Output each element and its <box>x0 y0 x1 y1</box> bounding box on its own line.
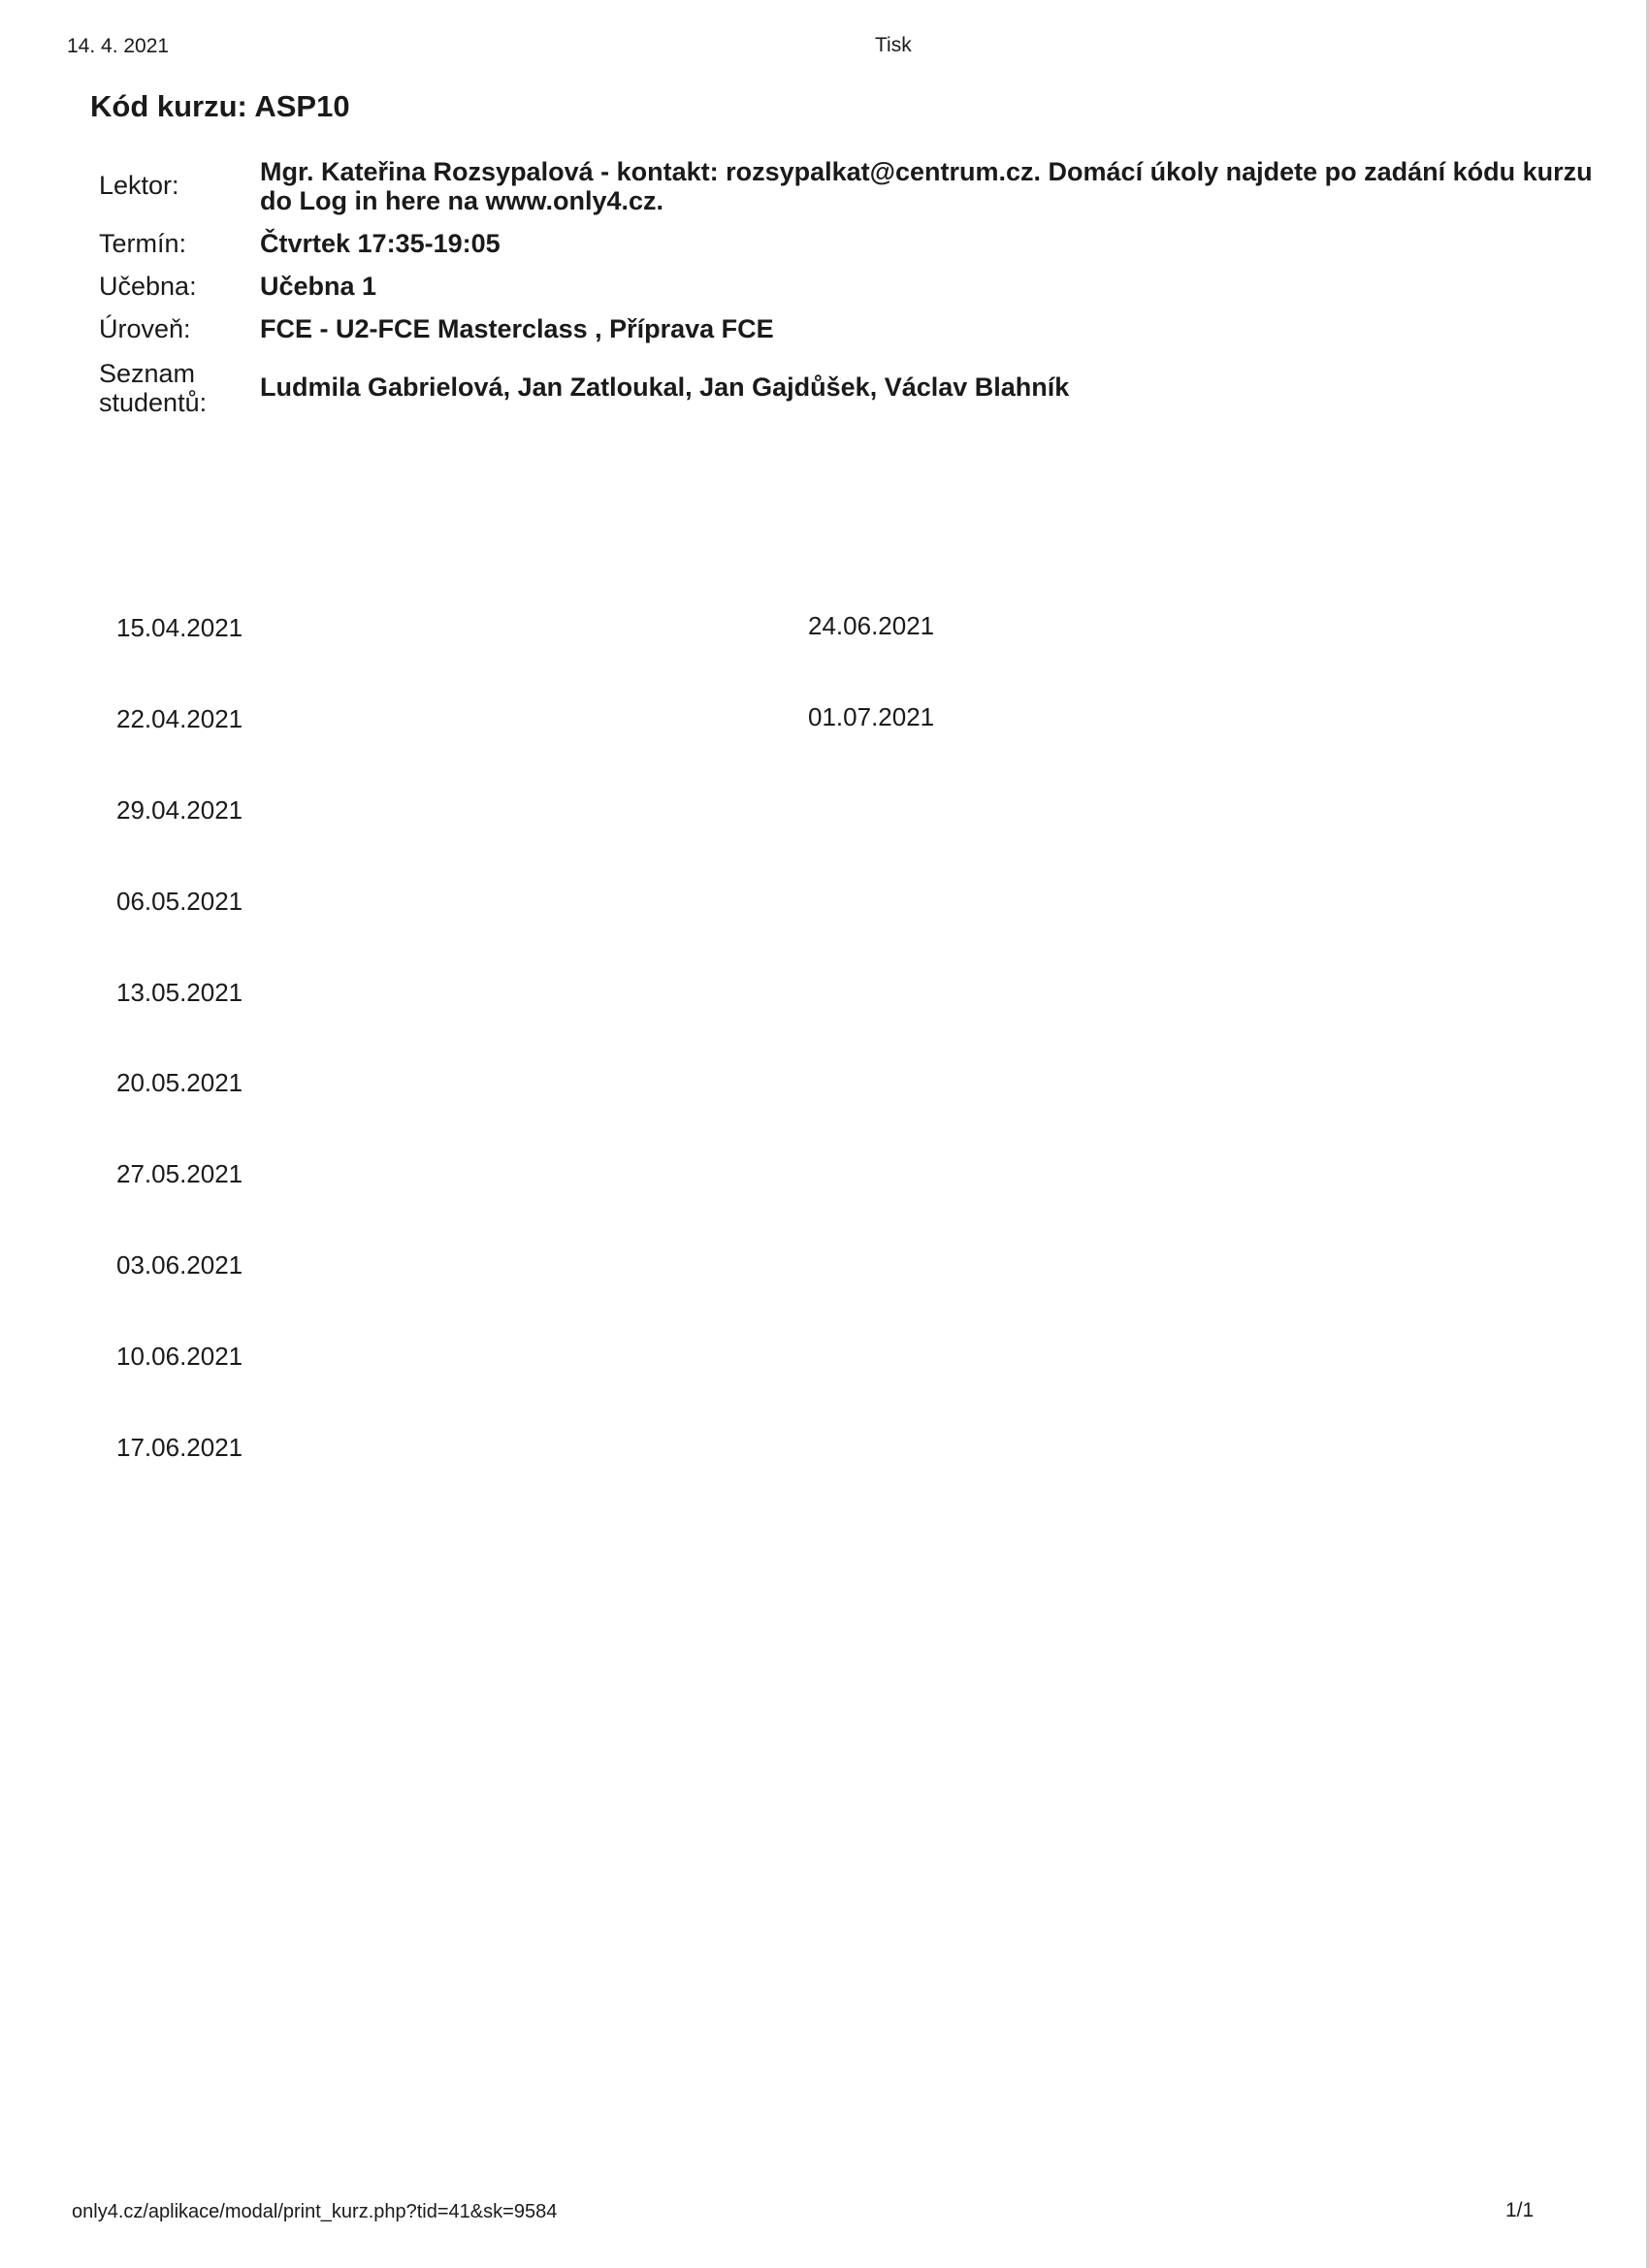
lesson-date: 24.06.2021 <box>808 611 935 640</box>
lesson-date: 29.04.2021 <box>116 795 243 825</box>
info-value-uroven: FCE - U2-FCE Masterclass , Příprava FCE <box>260 314 774 343</box>
lesson-date: 03.06.2021 <box>116 1250 243 1280</box>
lesson-date: 10.06.2021 <box>116 1342 243 1371</box>
lesson-date: 15.04.2021 <box>116 613 243 642</box>
info-value-lektor: Mgr. Kateřina Rozsypalová - kontakt: rozsypalkat@centrum.cz. Domácí úkoly najdete po zadání kódu kurzu do Log in here na www.only4.cz. <box>260 157 1593 215</box>
lesson-date: 27.05.2021 <box>116 1159 243 1188</box>
print-date: 14. 4. 2021 <box>67 35 170 57</box>
lesson-date: 17.06.2021 <box>116 1433 243 1462</box>
info-value-termin: Čtvrtek 17:35-19:05 <box>260 229 501 258</box>
info-value-studenti: Ludmila Gabrielová, Jan Zatloukal, Jan Gajdůšek, Václav Blahník <box>260 373 1070 402</box>
footer-url: only4.cz/aplikace/modal/print_kurz.php?tid=41&sk=9584 <box>72 2201 558 2222</box>
footer-page-number: 1/1 <box>1505 2199 1535 2221</box>
print-title: Tisk <box>875 34 912 56</box>
lesson-date: 06.05.2021 <box>116 887 243 916</box>
lesson-date: 01.07.2021 <box>808 702 935 731</box>
info-label-termin: Termín: <box>99 229 187 258</box>
info-value-ucebna: Učebna 1 <box>260 272 377 301</box>
info-label-uroven: Úroveň: <box>99 314 191 343</box>
lesson-date: 13.05.2021 <box>116 978 243 1007</box>
info-label-ucebna: Učebna: <box>99 272 197 301</box>
lesson-date: 22.04.2021 <box>116 704 243 733</box>
lesson-date: 20.05.2021 <box>116 1068 243 1097</box>
info-label-lektor: Lektor: <box>99 171 179 200</box>
course-heading: Kód kurzu: ASP10 <box>90 89 350 123</box>
info-label-studenti: Seznam studentů: <box>99 359 208 417</box>
